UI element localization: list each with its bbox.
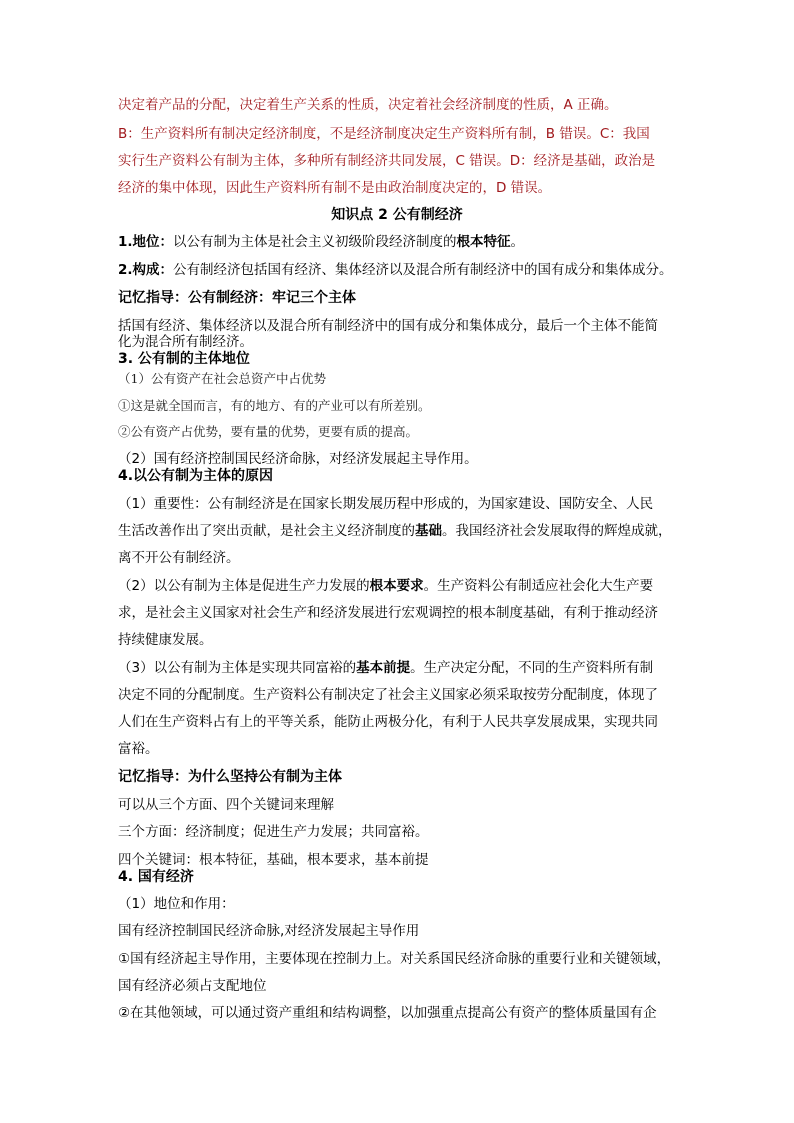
reason-2-line-2: 求，是社会主义国家对社会生产和经济发展进行宏观调控的根本制度基础，有利于推动经济: [118, 605, 658, 621]
point-5-line-2: 国有经济控制国民经济命脉,对经济发展起主导作用: [118, 923, 420, 939]
memo-2-line-3: 四个关键词：根本特征，基础，根本要求，基本前提: [118, 852, 429, 868]
answer-line-2: B：生产资料所有制决定经济制度，不是经济制度决定生产资料所有制，B 错误。C：我国: [118, 126, 650, 142]
reason-1-text-end: 。我国经济社会发展取得的辉煌成就，: [442, 523, 672, 539]
memo-2-title: 记忆指导：为什么坚持公有制为主体: [118, 769, 342, 785]
reason-1-line-1: （1）重要性：公有制经济是在国家长期发展历程中形成的，为国家建设、国防安全、人民: [118, 496, 654, 512]
point-1-end: 。: [510, 234, 525, 250]
point-4-title: 4.以公有制为主体的原因: [118, 468, 274, 484]
memo-2-line-1: 可以从三个方面、四个关键词来理解: [118, 797, 334, 813]
point-1: [118, 234, 524, 250]
point-5-title: 4. 国有经济: [118, 869, 194, 885]
point-5-line-5: ②在其他领域，可以通过资产重组和结构调整，以加强重点提高公有资产的整体质量国有企: [118, 1005, 657, 1021]
reason-3-line-2: 决定不同的分配制度。生产资料公有制决定了社会主义国家必须采取按劳分配制度，体现了: [118, 687, 658, 703]
reason-2-line-3: 持续健康发展。: [118, 632, 213, 648]
point-3-line-2: ①这是就全国而言，有的地方、有的产业可以有所差别。: [118, 398, 431, 413]
point-5-line-4: 国有经济必须占支配地位: [118, 978, 267, 994]
answer-line-1: 决定着产品的分配，决定着生产关系的性质，决定着社会经济制度的性质，A 正确。: [118, 97, 618, 113]
memo-2-line-2: 三个方面：经济制度；促进生产力发展；共同富裕。: [118, 824, 429, 840]
point-2: [118, 262, 673, 278]
point-2-text: 公有制经济包括国有经济、集体经济以及混合所有制经济中的国有成分和集体成分。: [173, 262, 673, 278]
point-5-line-3: ①国有经济起主导作用，主要体现在控制力上。对关系国民经济命脉的重要行业和关键领域，: [118, 951, 671, 967]
reason-3-bold: 基本前提: [356, 660, 411, 676]
reason-3-text-end: 。生产决定分配，不同的生产资料所有制: [410, 660, 654, 676]
reason-3-text: （3）以公有制为主体是实现共同富裕的: [118, 660, 357, 676]
point-2-label: 2.构成：: [118, 262, 174, 278]
memo-1-line-2: 化为混合所有制经济。: [118, 334, 253, 350]
reason-1-line-3: 离不开公有制经济。: [118, 550, 240, 566]
reason-1-bold: 基础: [415, 523, 442, 539]
reason-3-line-1: [118, 660, 653, 676]
reason-3-line-3: 人们在生产资料占有上的平等关系，能防止两极分化，有利于人民共享发展成果，实现共同: [118, 714, 658, 730]
section-title: 知识点 2 公有制经济: [331, 207, 463, 223]
point-3-title: 3. 公有制的主体地位: [118, 351, 250, 367]
point-1-label: 1.地位：: [118, 234, 174, 250]
point-3-line-1: （1）公有资产在社会总资产中占优势: [118, 371, 326, 386]
reason-2-text-end: 。生产资料公有制适应社会化大生产要: [423, 578, 654, 594]
reason-1-line-2: [118, 523, 672, 539]
reason-2-bold: 根本要求: [369, 578, 424, 594]
reason-2-line-1: [118, 578, 653, 594]
point-1-text: 以公有制为主体是社会主义初级阶段经济制度的: [173, 234, 457, 250]
answer-line-4: 经济的集中体现，因此生产资料所有制不是由政治制度决定的，D 错误。: [118, 180, 552, 196]
memo-1-line-1: 括国有经济、集体经济以及混合所有制经济中的国有成分和集体成分，最后一个主体不能简: [118, 318, 658, 334]
reason-2-text: （2）以公有制为主体是促进生产力发展的: [118, 578, 370, 594]
reason-3-line-4: 富裕。: [118, 741, 159, 757]
point-1-bold: 根本特征: [456, 234, 511, 250]
answer-line-3: 实行生产资料公有制为主体，多种所有制经济共同发展，C 错误。D：经济是基础，政治是: [118, 153, 656, 169]
reason-1-text: 生活改善作出了突出贡献，是社会主义经济制度的: [118, 523, 415, 539]
point-5-line-1: （1）地位和作用：: [118, 896, 235, 912]
point-3-line-4: （2）国有经济控制国民经济命脉，对经济发展起主导作用。: [118, 451, 478, 467]
memo-1-title: 记忆指导：公有制经济：牢记三个主体: [118, 290, 356, 306]
point-3-line-3: ②公有资产占优势，要有量的优势，更要有质的提高。: [118, 424, 419, 439]
